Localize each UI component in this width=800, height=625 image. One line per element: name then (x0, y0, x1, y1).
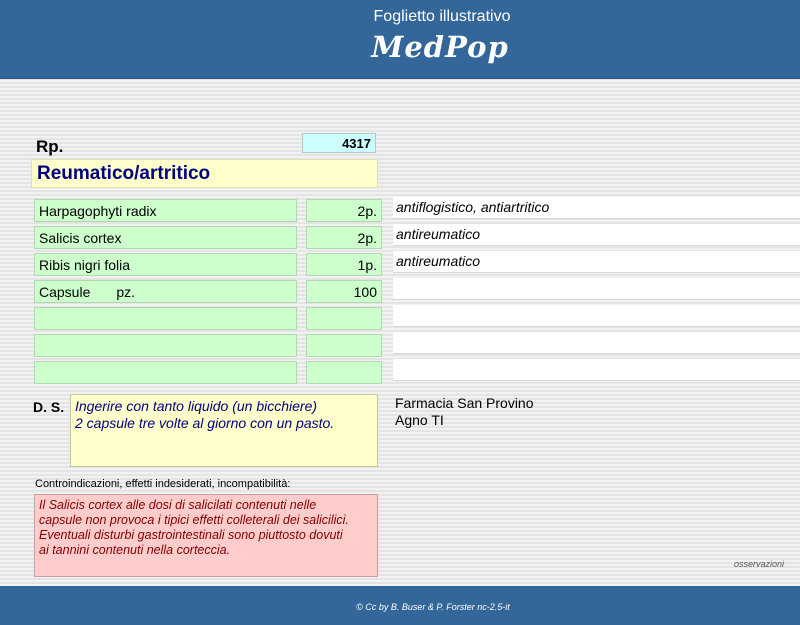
ingredient-name-field[interactable]: Harpagophyti radix (34, 199, 297, 222)
contraindications-line: Eventuali disturbi gastrointestinali sono piuttosto dovuti (39, 528, 343, 542)
ingredient-name-field[interactable]: Capsule pz. (34, 280, 297, 303)
medpop-logo: MedPop (371, 30, 509, 64)
ingredient-note-field[interactable] (393, 305, 800, 327)
observations-link[interactable]: osservazioni (734, 559, 785, 569)
rp-label: Rp. (36, 137, 64, 156)
dosage-label: D. S. (33, 399, 65, 415)
dosage-field[interactable] (70, 394, 378, 467)
contraindications-line: capsule non provoca i tipici effetti colleterali dei salicilici. (39, 513, 349, 527)
header-subtitle: Foglietto illustrativo (373, 8, 511, 25)
recipe-number-field[interactable]: 4317 (302, 133, 376, 153)
pharmacy-info (395, 395, 534, 429)
contraindications-label: Controindicazioni, effetti indesiderati, incompatibilità: (35, 478, 291, 490)
ingredient-name-field[interactable]: Ribis nigri folia (34, 253, 297, 276)
ingredient-qty-field[interactable] (306, 361, 382, 384)
ingredient-row (0, 334, 800, 358)
ingredient-row (0, 253, 800, 277)
recipe-title: Reumatico/artritico (37, 163, 211, 184)
pharmacy-name: Farmacia San Provino (395, 395, 534, 411)
ingredient-name-field[interactable]: Salicis cortex (34, 226, 297, 249)
contraindications-line: ai tannini contenuti nella corteccia. (39, 543, 231, 557)
ingredient-name-field[interactable] (34, 334, 297, 357)
dosage-line: 2 capsule tre volte al giorno con un pasto. (75, 415, 335, 431)
recipe-title-field[interactable] (31, 159, 378, 188)
footer-credit: © Cc by B. Buser & P. Forster nc-2.5-it (356, 602, 510, 612)
ingredient-row (0, 199, 800, 223)
ingredient-qty-field[interactable]: 1p. (306, 253, 382, 276)
ingredient-qty-field[interactable]: 2p. (306, 199, 382, 222)
ingredient-note-field[interactable] (393, 278, 800, 300)
ingredient-qty-field[interactable]: 2p. (306, 226, 382, 249)
ingredient-row (0, 307, 800, 331)
pharmacy-place: Agno TI (395, 412, 444, 428)
ingredient-name-field[interactable] (34, 307, 297, 330)
ingredient-row (0, 361, 800, 385)
unit-label: pz. (116, 284, 136, 300)
header-bar (0, 0, 800, 79)
footer-bar (0, 586, 800, 625)
contraindications-line: Il Salicis cortex alle dosi di salicilati contenuti nelle (39, 498, 317, 512)
ingredient-qty-field[interactable] (306, 334, 382, 357)
ingredient-name-field[interactable] (34, 361, 297, 384)
ingredient-note-field[interactable]: antiflogistico, antiartritico (393, 197, 800, 219)
ingredient-note-field[interactable]: antireumatico (393, 224, 800, 246)
ingredient-qty-field[interactable]: 100 (306, 280, 382, 303)
ingredient-qty-field[interactable] (306, 307, 382, 330)
ingredient-note-field[interactable]: antireumatico (393, 251, 800, 273)
ingredient-row (0, 280, 800, 304)
ingredient-row (0, 226, 800, 250)
ingredient-note-field[interactable] (393, 332, 800, 354)
contraindications-field[interactable] (34, 494, 378, 577)
dosage-line: Ingerire con tanto liquido (un bicchiere) (75, 398, 318, 414)
ingredient-note-field[interactable] (393, 359, 800, 381)
